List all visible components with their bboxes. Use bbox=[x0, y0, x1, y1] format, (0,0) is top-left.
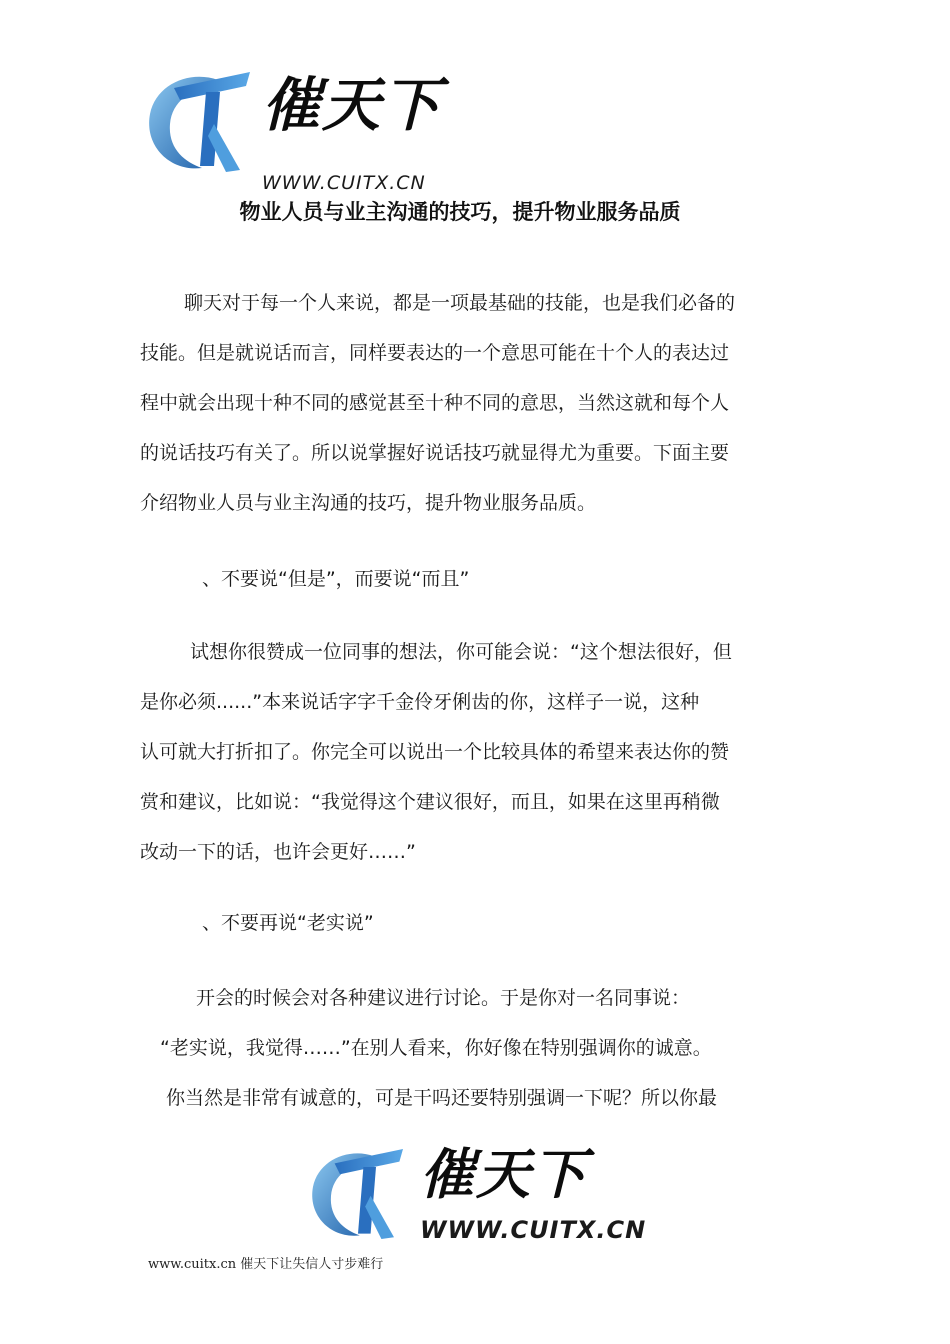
section1-line: 赏和建议，比如说：“我觉得这个建议很好，而且，如果在这里再稍微 bbox=[140, 791, 720, 813]
header-logo-url: WWW.CUITX.CN bbox=[262, 172, 426, 194]
intro-line: 聊天对于每一个人来说，都是一项最基础的技能，也是我们必备的 bbox=[184, 292, 736, 314]
section1-line: 改动一下的话，也许会更好……” bbox=[140, 841, 416, 863]
footer-logo-url: WWW.CUITX.CN bbox=[420, 1216, 647, 1244]
section2-paragraph bbox=[140, 973, 790, 1123]
header-logo-brand: 催天下 bbox=[262, 71, 443, 139]
section2-line: 开会的时候会对各种建议进行讨论。于是你对一名同事说： bbox=[196, 987, 691, 1009]
footer-text: www.cuitx.cn 催天下让失信人寸步难行 bbox=[148, 1257, 384, 1272]
intro-line: 程中就会出现十种不同的感觉甚至十种不同的意思，当然这就和每个人 bbox=[140, 392, 730, 414]
section1-line: 认可就大打折扣了。你完全可以说出一个比较具体的希望来表达你的赞 bbox=[140, 741, 730, 763]
section-heading: 、不要再说“老实说” bbox=[202, 912, 374, 934]
intro-line: 技能。但是就说话而言，同样要表达的一个意思可能在十个人的表达过 bbox=[140, 342, 730, 364]
header-logo bbox=[140, 62, 500, 194]
intro-paragraph bbox=[140, 278, 790, 528]
ctx-logo-icon bbox=[140, 62, 260, 182]
section2-line: 你当然是非常有诚意的，可是干吗还要特别强调一下呢？所以你最 bbox=[166, 1087, 718, 1109]
intro-line: 介绍物业人员与业主沟通的技巧，提升物业服务品质。 bbox=[140, 492, 597, 514]
section1-paragraph bbox=[140, 627, 790, 877]
footer-logo bbox=[302, 1140, 647, 1250]
section1-line: 是你必须......”本来说话字字千金伶牙俐齿的你，这样子一说，这种 bbox=[140, 691, 700, 713]
ctx-logo-icon bbox=[302, 1140, 414, 1248]
section-heading: 、不要说“但是”，而要说“而且” bbox=[202, 568, 470, 590]
section2-line: “老实说，我觉得……”在别人看来，你好像在特别强调你的诚意。 bbox=[160, 1037, 712, 1059]
intro-line: 的说话技巧有关了。所以说掌握好说话技巧就显得尤为重要。下面主要 bbox=[140, 442, 730, 464]
document-title: 物业人员与业主沟通的技巧，提升物业服务品质 bbox=[239, 200, 681, 224]
footer-logo-brand: 催天下 bbox=[420, 1143, 588, 1206]
section1-line: 试想你很赞成一位同事的想法，你可能会说：“这个想法很好，但 bbox=[190, 641, 732, 663]
